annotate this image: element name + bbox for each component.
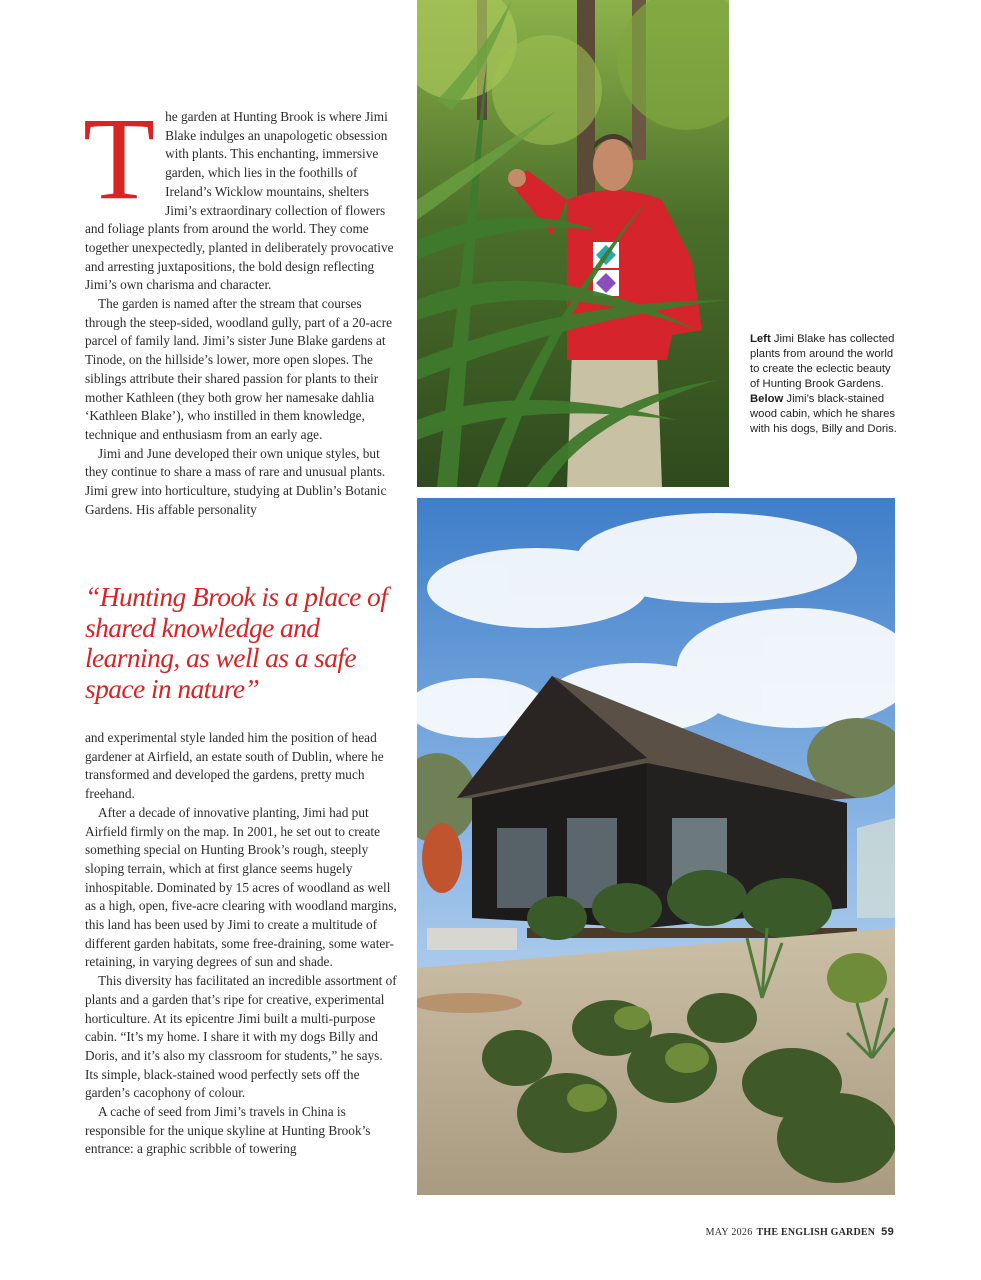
paragraph: This diversity has facilitated an incredible assortment of plants and a garden that’s ripe for creative, experimental horticulture. At its epicentre Jimi built a multi-purpose cabin. “It’s my home. I share it with my dogs Billy and Doris, and it’s also my classroom for students,” he says. Its simple, black-stained wood perfectly sets off the garden’s cacophony of colour.	[85, 973, 397, 1101]
portrait-photo-illustration	[417, 0, 729, 487]
page-number: 59	[881, 1226, 894, 1238]
pull-quote: “Hunting Brook is a place of shared knowledge and learning, as well as a safe space in nature”	[85, 581, 388, 704]
article-column-top	[83, 93, 397, 519]
photo-caption	[750, 332, 900, 437]
magazine-name: THE ENGLISH GARDEN	[756, 1227, 876, 1238]
paragraph: After a decade of innovative planting, Jimi had put Airfield firmly on the map. In 2001, he set out to create something special on Hunting Brook’s rough, steeply sloping terrain, which at first glance seems hugely inhospitable. Dominated by 15 acres of woodland as well as a high, open, five-acre clearing with woodland margins, this land has been used by Jimi to create a multitude of different garden habitats, some free-draining, some water-retaining, in varying degrees of sun and shade.	[85, 804, 397, 970]
drop-cap: T	[83, 93, 156, 224]
article-column-bottom	[85, 729, 397, 1159]
paragraph-text: he garden at Hunting Brook is where Jimi Blake indulges an unapologetic obsession with plants. This enchanting, immersive garden, which lies in the foothills of Ireland’s Wicklow mountains, shelters Jimi’s extraordinary collection of flowers and foliage plants from around the world. They come together unexpectedly, planted in deliberately provocative and arresting juxtapositions, the bold design reflecting Jimi’s own charisma and character.	[85, 109, 394, 293]
cabin-photo	[417, 498, 895, 1195]
caption-text-left: Jimi Blake has collected plants from around the world to create the eclectic beauty of Hunting Brook Gardens.	[750, 333, 895, 390]
issue-date: MAY 2026	[705, 1227, 753, 1238]
portrait-photo	[417, 0, 729, 487]
page-footer	[706, 1226, 894, 1238]
caption-text-below: Jimi’s black-stained wood cabin, which he shares with his dogs, Billy and Doris.	[750, 393, 897, 435]
caption-label-below: Below	[750, 393, 784, 405]
paragraph	[83, 93, 397, 295]
caption-label-left: Left	[750, 333, 771, 345]
paragraph: A cache of seed from Jimi’s travels in China is responsible for the unique skyline at Hunting Brook’s entrance: a graphic scribble of towering	[85, 1104, 371, 1157]
cabin-photo-illustration	[417, 498, 895, 1195]
paragraph: and experimental style landed him the position of head gardener at Airfield, an estate south of Dublin, where he transformed and developed the gardens, pretty much freehand.	[85, 730, 384, 802]
paragraph: Jimi and June developed their own unique styles, but they continue to share a mass of rare and unusual plants. Jimi grew into horticulture, studying at Dublin’s Botanic Gardens. His affable personality	[85, 445, 387, 517]
paragraph: The garden is named after the stream that courses through the steep-sided, woodland gully, part of a 20-acre parcel of family land. Jimi’s sister June Blake gardens at Tinode, on the hillside’s lower, more open slopes. The siblings attribute their shared passion for plants to their mother Kathleen (they both grow her namesake dahlia ‘Kathleen Blake’), who instilled in them knowledge, technique and enthusiasm from an early age.	[85, 296, 393, 442]
